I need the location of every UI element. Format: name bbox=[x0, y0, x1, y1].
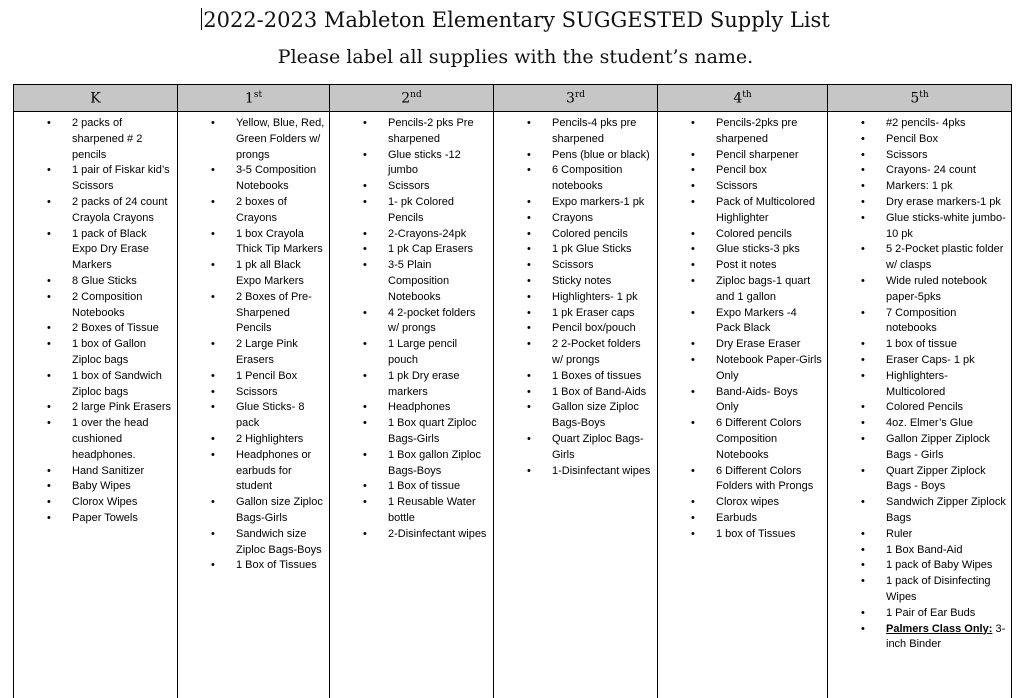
supply-list-5th bbox=[828, 112, 1011, 653]
supply-item: • 1-Disinfectant wipes bbox=[494, 464, 657, 480]
supply-item: • 1 pack of Baby Wipes bbox=[828, 558, 1011, 574]
supply-item: • Scissors bbox=[658, 179, 827, 195]
supply-item: • Scissors bbox=[828, 148, 1011, 164]
supply-item: • 6 Different Colors Composition Notebooks bbox=[658, 416, 827, 463]
supply-item: • Ziploc bags-1 quart and 1 gallon bbox=[658, 274, 827, 306]
grade-column-1st bbox=[178, 112, 330, 698]
supply-item: • 2 Large Pink Erasers bbox=[178, 337, 329, 369]
grade-column-2nd bbox=[330, 112, 494, 698]
supply-item: • Highlighters- 1 pk bbox=[494, 290, 657, 306]
page-subtitle: Please label all supplies with the student’s name. bbox=[277, 46, 754, 68]
supply-item: • 2-Disinfectant wipes bbox=[330, 527, 493, 543]
supply-item: • Dry erase markers-1 pk bbox=[828, 195, 1011, 211]
grade-header-k: K bbox=[14, 85, 178, 112]
special-class-text: 3-inch Binder bbox=[886, 622, 1006, 651]
page-title-text: 2022-2023 Mableton Elementary SUGGESTED Supply List bbox=[203, 8, 830, 32]
supply-item: • 2 packs of sharpened # 2 pencils bbox=[14, 116, 177, 163]
supply-item: • 1 box Crayola Thick Tip Markers bbox=[178, 227, 329, 259]
supply-item: • Eraser Caps- 1 pk bbox=[828, 353, 1011, 369]
supply-item: • 4oz. Elmer’s Glue bbox=[828, 416, 1011, 432]
supply-item: • Expo Markers -4 Pack Black bbox=[658, 306, 827, 338]
supply-item: • Clorox wipes bbox=[658, 495, 827, 511]
supply-item: • 7 Composition notebooks bbox=[828, 306, 1011, 338]
supply-item: • 1 pair of Fiskar kid’s Scissors bbox=[14, 163, 177, 195]
grade-header-4th: 4th bbox=[658, 85, 828, 112]
supply-item: • Colored pencils bbox=[658, 227, 827, 243]
supply-item: • 1 Box gallon Ziploc Bags-Boys bbox=[330, 448, 493, 480]
supply-item: • Gallon size Ziploc Bags-Boys bbox=[494, 400, 657, 432]
supply-item: • Glue sticks -12 jumbo bbox=[330, 148, 493, 180]
supply-item: • 2 Boxes of Tissue bbox=[14, 321, 177, 337]
supply-item: • 1 Reusable Water bottle bbox=[330, 495, 493, 527]
supply-item: • Paper Towels bbox=[14, 511, 177, 527]
supply-item: • Sandwich size Ziploc Bags-Boys bbox=[178, 527, 329, 559]
supply-item: • 1 Box of tissue bbox=[330, 479, 493, 495]
supply-item: • 3-5 Plain Composition Notebooks bbox=[330, 258, 493, 305]
supply-item: • 2 packs of 24 count Crayola Crayons bbox=[14, 195, 177, 227]
supply-item: • 1 Large pencil pouch bbox=[330, 337, 493, 369]
supply-item: • Gallon size Ziploc Bags-Girls bbox=[178, 495, 329, 527]
special-class-label: Palmers Class Only: bbox=[886, 622, 993, 635]
supply-item: • Highlighters-Multicolored bbox=[828, 369, 1011, 401]
grade-header-3rd: 3rd bbox=[494, 85, 658, 112]
supply-item: • 1 Pencil Box bbox=[178, 369, 329, 385]
supply-list-4th bbox=[658, 112, 827, 543]
supply-item: • Band-Aids- Boys Only bbox=[658, 385, 827, 417]
supply-item: • Pens (blue or black) bbox=[494, 148, 657, 164]
supply-item: • 1 pack of Disinfecting Wipes bbox=[828, 574, 1011, 606]
supply-item: • 1 over the head cushioned headphones. bbox=[14, 416, 177, 463]
supply-item: • #2 pencils- 4pks bbox=[828, 116, 1011, 132]
grade-header-row bbox=[14, 85, 1012, 112]
page-title bbox=[0, 8, 1031, 32]
supply-item: • 1 box of Tissues bbox=[658, 527, 827, 543]
supply-item: • 1 Box Band-Aid bbox=[828, 543, 1011, 559]
supply-item: • 1 pk Eraser caps bbox=[494, 306, 657, 322]
supply-item: • 6 Different Colors Folders with Prongs bbox=[658, 464, 827, 496]
supply-item: • Expo markers-1 pk bbox=[494, 195, 657, 211]
supply-item: • Scissors bbox=[330, 179, 493, 195]
supply-item: • 1 pk all Black Expo Markers bbox=[178, 258, 329, 290]
supply-item: • 1 Box of Band-Aids bbox=[494, 385, 657, 401]
supply-item: • 8 Glue Sticks bbox=[14, 274, 177, 290]
supply-item: • 2 boxes of Crayons bbox=[178, 195, 329, 227]
supply-item: • Headphones bbox=[330, 400, 493, 416]
supply-item: • Pencils-4 pks pre sharpened bbox=[494, 116, 657, 148]
supply-item: • 2 Boxes of Pre-Sharpened Pencils bbox=[178, 290, 329, 337]
supply-item: • 1- pk Colored Pencils bbox=[330, 195, 493, 227]
supply-item: • Pencil Box bbox=[828, 132, 1011, 148]
supply-list-1st bbox=[178, 112, 329, 574]
grade-column-k bbox=[14, 112, 178, 698]
supply-item: • Yellow, Blue, Red, Green Folders w/ prongs bbox=[178, 116, 329, 163]
supply-item: • Crayons bbox=[494, 211, 657, 227]
supply-item: • Wide ruled notebook paper-5pks bbox=[828, 274, 1011, 306]
supply-item: • Scissors bbox=[494, 258, 657, 274]
supply-item: • Baby Wipes bbox=[14, 479, 177, 495]
supply-item: • 2 Highlighters bbox=[178, 432, 329, 448]
grade-header-1st: 1st bbox=[178, 85, 330, 112]
supply-item: • Post it notes bbox=[658, 258, 827, 274]
supply-row bbox=[14, 112, 1012, 698]
supply-item: • Sandwich Zipper Ziplock Bags bbox=[828, 495, 1011, 527]
supply-item: • 1 pk Cap Erasers bbox=[330, 242, 493, 258]
supply-item: • Pack of Multicolored Highlighter bbox=[658, 195, 827, 227]
grade-column-5th bbox=[828, 112, 1012, 698]
grade-column-3rd bbox=[494, 112, 658, 698]
supply-item: • Colored pencils bbox=[494, 227, 657, 243]
supply-item: • Glue sticks-3 pks bbox=[658, 242, 827, 258]
supply-item: • Markers: 1 pk bbox=[828, 179, 1011, 195]
supply-item: • 1 box of tissue bbox=[828, 337, 1011, 353]
supply-item: • Glue sticks-white jumbo- 10 pk bbox=[828, 211, 1011, 243]
supply-table bbox=[13, 84, 1012, 698]
supply-list-2nd bbox=[330, 112, 493, 543]
supply-item: • 1 pk Glue Sticks bbox=[494, 242, 657, 258]
supply-item: • Sticky notes bbox=[494, 274, 657, 290]
supply-item: • Notebook Paper-Girls Only bbox=[658, 353, 827, 385]
supply-item: • Scissors bbox=[178, 385, 329, 401]
grade-column-4th bbox=[658, 112, 828, 698]
supply-item: • 1 Box of Tissues bbox=[178, 558, 329, 574]
supply-item: • 2 Composition Notebooks bbox=[14, 290, 177, 322]
supply-item: • 2 large Pink Erasers bbox=[14, 400, 177, 416]
supply-item: • Headphones or earbuds for student bbox=[178, 448, 329, 495]
supply-item: • 4 2-pocket folders w/ prongs bbox=[330, 306, 493, 338]
supply-item: • Pencil sharpener bbox=[658, 148, 827, 164]
supply-item: • 5 2-Pocket plastic folder w/ clasps bbox=[828, 242, 1011, 274]
supply-item: • Glue Sticks- 8 pack bbox=[178, 400, 329, 432]
supply-item: • Ruler bbox=[828, 527, 1011, 543]
grade-header-2nd: 2nd bbox=[330, 85, 494, 112]
grade-header-5th: 5th bbox=[828, 85, 1012, 112]
supply-item: • 1 pack of Black Expo Dry Erase Markers bbox=[14, 227, 177, 274]
supply-item-special bbox=[828, 622, 1011, 654]
supply-item: • Pencil box/pouch bbox=[494, 321, 657, 337]
supply-item: • 1 Boxes of tissues bbox=[494, 369, 657, 385]
supply-item: • Pencil box bbox=[658, 163, 827, 179]
supply-list-3rd bbox=[494, 112, 657, 479]
supply-item: • Earbuds bbox=[658, 511, 827, 527]
supply-item: • Quart Zipper Ziplock Bags - Boys bbox=[828, 464, 1011, 496]
supply-item: • 1 Pair of Ear Buds bbox=[828, 606, 1011, 622]
supply-item: • 3-5 Composition Notebooks bbox=[178, 163, 329, 195]
supply-item: • Colored Pencils bbox=[828, 400, 1011, 416]
supply-item: • Clorox Wipes bbox=[14, 495, 177, 511]
supply-item: • Pencils-2 pks Pre sharpened bbox=[330, 116, 493, 148]
supply-item: • Crayons- 24 count bbox=[828, 163, 1011, 179]
supply-item: • Hand Sanitizer bbox=[14, 464, 177, 480]
supply-item: • 6 Composition notebooks bbox=[494, 163, 657, 195]
supply-item: • 1 Box quart Ziploc Bags-Girls bbox=[330, 416, 493, 448]
supply-item: • Gallon Zipper Ziplock Bags - Girls bbox=[828, 432, 1011, 464]
supply-item: • 2 2-Pocket folders w/ prongs bbox=[494, 337, 657, 369]
supply-item: • Quart Ziploc Bags-Girls bbox=[494, 432, 657, 464]
supply-item: • 1 box of Gallon Ziploc bags bbox=[14, 337, 177, 369]
supply-item: • Dry Erase Eraser bbox=[658, 337, 827, 353]
supply-item: • Pencils-2pks pre sharpened bbox=[658, 116, 827, 148]
supply-item: • 2-Crayons-24pk bbox=[330, 227, 493, 243]
supply-list-k bbox=[14, 112, 177, 527]
supply-item: • 1 box of Sandwich Ziploc bags bbox=[14, 369, 177, 401]
supply-item: • 1 pk Dry erase markers bbox=[330, 369, 493, 401]
